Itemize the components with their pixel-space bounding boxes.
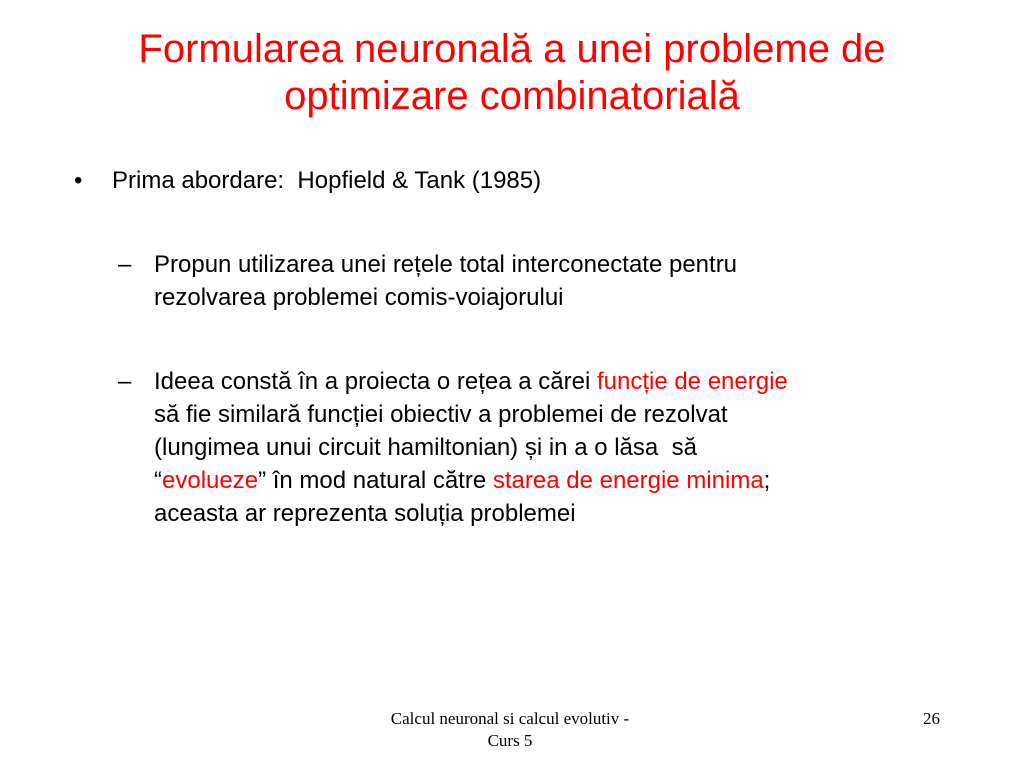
- sub-item-2-line-1-text: Ideea constă în a proiecta o rețea a cărei: [154, 368, 597, 395]
- sub-item-2-text: [154, 365, 924, 530]
- sub-item-2-line-5: aceasta ar reprezenta soluția problemei: [154, 500, 576, 527]
- slide-title-line-1: Formularea neuronală a unei probleme de: [138, 27, 886, 71]
- footer-course-line-1: Calcul neuronal si calcul evolutiv -: [390, 709, 630, 728]
- energy-function-highlight: funcție de energie: [596, 368, 788, 395]
- sub-item-2-line-2: să fie similară funcției obiectiv a problemei de rezolvat: [154, 401, 728, 428]
- sub-item-1-marker: –: [118, 251, 132, 278]
- sub-item-2-line-1: [154, 365, 924, 398]
- sub-item-2-line-4-text: ” în mod natural către: [258, 467, 493, 494]
- open-quote: “: [154, 467, 162, 494]
- sub-item-1-line-1: Propun utilizarea unei rețele total interconectate pentru: [154, 251, 738, 278]
- bullet-marker: •: [74, 167, 83, 194]
- semicolon: ;: [763, 467, 771, 494]
- footer-course-line-2: Curs 5: [487, 731, 533, 750]
- footer-course: [350, 708, 670, 752]
- sub-item-1-text: [154, 248, 924, 314]
- sub-item-2-marker: –: [118, 368, 132, 395]
- minimum-energy-highlight: starea de energie minima: [492, 467, 764, 494]
- sub-item-2-line-3: (lungimea unui circuit hamiltonian) și in a o lăsa să: [154, 434, 697, 461]
- sub-item-2-line-4: [154, 464, 924, 497]
- slide-title: [60, 26, 964, 120]
- bullet-text: Prima abordare: Hopfield & Tank (1985): [112, 167, 542, 194]
- sub-item-1-line-2: rezolvarea problemei comis-voiajorului: [154, 284, 564, 311]
- page-number: 26: [923, 709, 940, 728]
- slide-title-line-2: optimizare combinatorială: [284, 74, 740, 118]
- evolve-highlight: evolueze: [162, 467, 259, 494]
